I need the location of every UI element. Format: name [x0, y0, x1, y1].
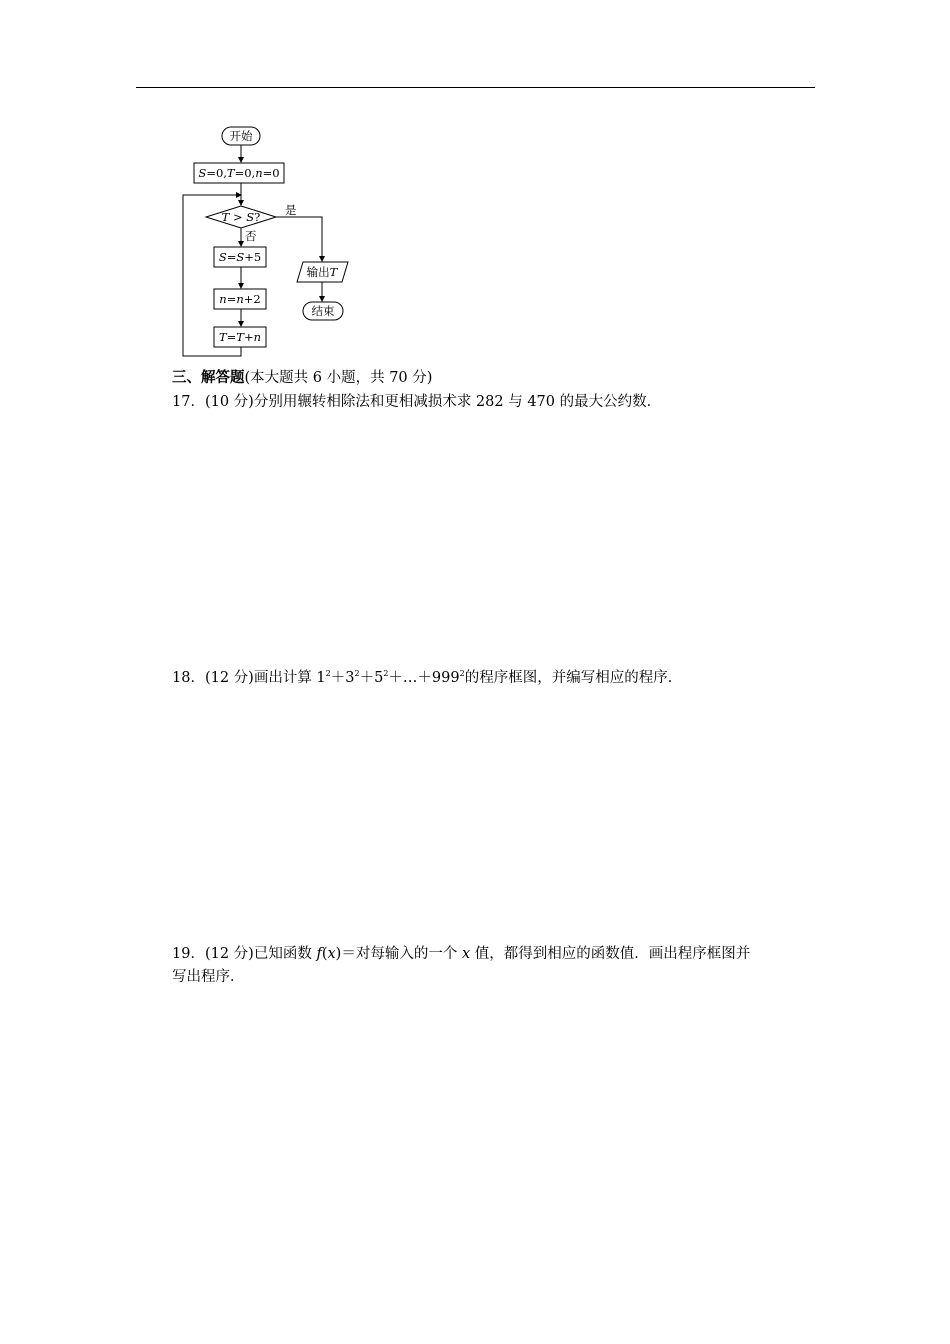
question-19: [172, 943, 750, 965]
flowchart-end-label: 结束: [311, 304, 335, 318]
flowchart-yes-label: 是: [285, 203, 297, 217]
q18-text: (12 分)画出计算 1: [204, 670, 326, 686]
flowchart-start-label: 开始: [229, 129, 253, 143]
section-title: 三、解答题: [172, 369, 245, 386]
arrow-yes-branch: [276, 217, 322, 261]
q19-text: 写出程序．: [172, 969, 245, 985]
q19-text: )＝对每输入的一个: [335, 946, 462, 962]
q17-text: (10 分)分别用辗转相除法和更相减损术求 282 与 470 的最大公约数．: [204, 394, 662, 410]
q19-text: (12 分)已知函数: [204, 946, 317, 962]
q18-exponent: 2: [354, 669, 360, 678]
q17-number: 17．: [172, 394, 205, 410]
q19-variable: x: [327, 946, 336, 962]
flowchart-step-n-label: n=n+2: [219, 292, 261, 306]
q18-text: ＋…＋999: [388, 670, 460, 686]
section-note: (本大题共 6 小题，共 70 分): [244, 370, 433, 386]
question-17: [172, 391, 661, 413]
flowchart-init-label: S=0,T=0,n=0: [198, 166, 280, 180]
q18-exponent: 2: [383, 669, 389, 678]
q19-text: (: [321, 946, 328, 962]
q18-exponent: 2: [459, 669, 465, 678]
q18-exponent: 2: [325, 669, 331, 678]
q18-number: 18．: [172, 670, 205, 686]
q19-variable: x: [461, 946, 471, 962]
flowchart-step-s-label: S=S+5: [218, 250, 262, 264]
q18-text: ＋5: [359, 670, 384, 686]
q19-number: 19．: [172, 946, 205, 962]
flowchart-no-label: 否: [245, 229, 257, 243]
flowchart-output-label: 输出T: [306, 265, 338, 279]
flowchart-step-t-label: T=T+n: [218, 330, 262, 344]
question-18: [172, 667, 682, 689]
q19-text: 值，都得到相应的函数值．画出程序框图并: [470, 946, 751, 962]
header-rule: [136, 87, 815, 88]
section-heading: [172, 367, 432, 389]
q18-text: 的程序框图，并编写相应的程序．: [464, 670, 683, 686]
q19-function-name: f: [316, 946, 322, 962]
flowchart: [170, 122, 370, 362]
q18-text: ＋3: [330, 670, 355, 686]
flowchart-condition-label: T > S?: [221, 210, 261, 224]
question-19-line2: [172, 966, 245, 988]
